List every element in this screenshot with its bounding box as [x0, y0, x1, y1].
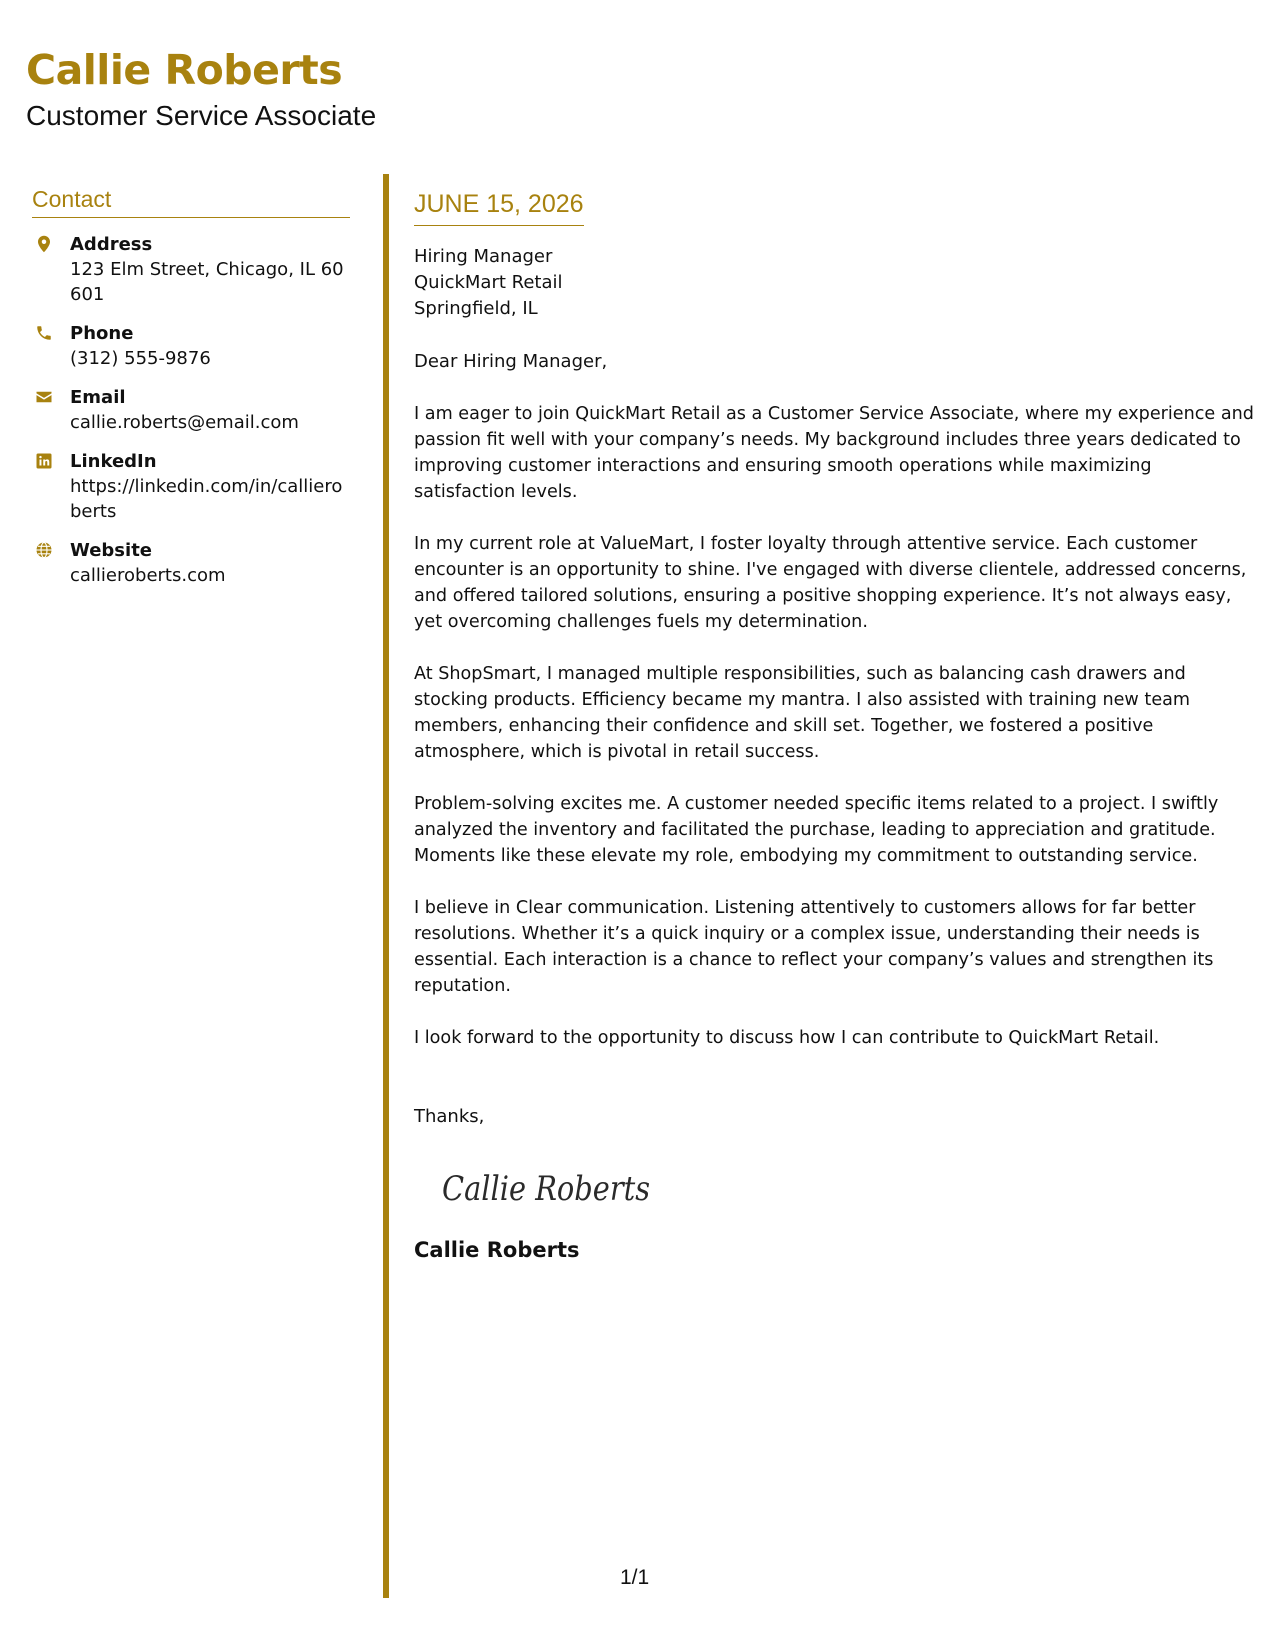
job-title: Customer Service Associate [26, 100, 377, 131]
handwritten-signature [438, 1164, 658, 1212]
letter-paragraph: I believe in Clear communication. Listening attentively to customers allows for far better resolutions. Whether it’s a quick inquiry or a complex issue, understanding their needs is essential. Each interaction is a chance to reflect your company’s values and strengthen its reputation. [414, 898, 1214, 996]
letter-paragraph: I am eager to join QuickMart Retail as a Customer Service Associate, where my experience and passion fit well with your company’s needs. My background includes three years dedicated to improving customer interactions and ensuring smooth operations while maximizing satisfaction levels. [414, 404, 1254, 502]
linkedin-icon [35, 452, 53, 470]
vertical-divider [383, 174, 389, 1598]
contact-value: callieroberts.com [70, 565, 226, 586]
recipient-line: Hiring Manager [414, 246, 553, 267]
contact-sidebar [32, 186, 350, 602]
letter-paragraph: I look forward to the opportunity to discuss how I can contribute to QuickMart Retail. [414, 1028, 1160, 1048]
contact-label: Address [70, 234, 153, 255]
letter-paragraph: Problem-solving excites me. A customer needed specific items related to a project. I swiftly analyzed the inventory and facilitated the purchase, leading to appreciation and gratitude. Moments like these elevate my role, embodying my commitment to outstanding service. [414, 794, 1219, 866]
contact-address [32, 232, 350, 307]
map-pin-icon [35, 235, 53, 253]
contact-website [32, 538, 350, 588]
letter-date: JUNE 15, 2026 [414, 190, 584, 226]
contact-value: 123 Elm Street, Chicago, IL 60601 [70, 259, 344, 305]
phone-icon [35, 324, 53, 342]
signature-text: Callie Roberts [442, 1169, 650, 1209]
contact-value: callie.roberts@email.com [70, 412, 299, 433]
contact-email [32, 385, 350, 435]
contact-phone [32, 321, 350, 371]
applicant-name: Callie Roberts [26, 46, 343, 94]
globe-icon [35, 541, 53, 559]
salutation: Dear Hiring Manager, [414, 351, 608, 372]
contact-label: LinkedIn [70, 451, 157, 472]
contact-linkedin [32, 449, 350, 524]
closing: Thanks, [414, 1106, 485, 1127]
contact-label: Website [70, 540, 153, 561]
letter-paragraph: In my current role at ValueMart, I foster loyalty through attentive service. Each customer encounter is an opportunity to shine. I've engaged with diverse clientele, addressed concerns, and offered tailored solutions, ensuring a positive shopping experience. It’s not always easy, yet overcoming challenges fuels my determination. [414, 534, 1247, 632]
recipient-line: Springfield, IL [414, 298, 538, 319]
letter-body [414, 190, 1254, 1262]
contact-label: Phone [70, 323, 134, 344]
contact-label: Email [70, 387, 126, 408]
contact-value: https://linkedin.com/in/callieroberts [70, 476, 343, 522]
recipient-line: QuickMart Retail [414, 272, 563, 293]
contact-value: (312) 555-9876 [70, 348, 211, 369]
contact-heading: Contact [32, 186, 350, 218]
page-number: 1/1 [620, 1566, 650, 1589]
signer-name: Callie Roberts [414, 1238, 580, 1262]
recipient-block [414, 244, 1254, 322]
letter-paragraph: At ShopSmart, I managed multiple responsibilities, such as balancing cash drawers and stocking products. Efficiency became my mantra. I also assisted with training new team members, enhancing their confidence and skill set. Together, we fostered a positive atmosphere, which is pivotal in retail success. [414, 664, 1191, 762]
envelope-icon [35, 388, 53, 406]
